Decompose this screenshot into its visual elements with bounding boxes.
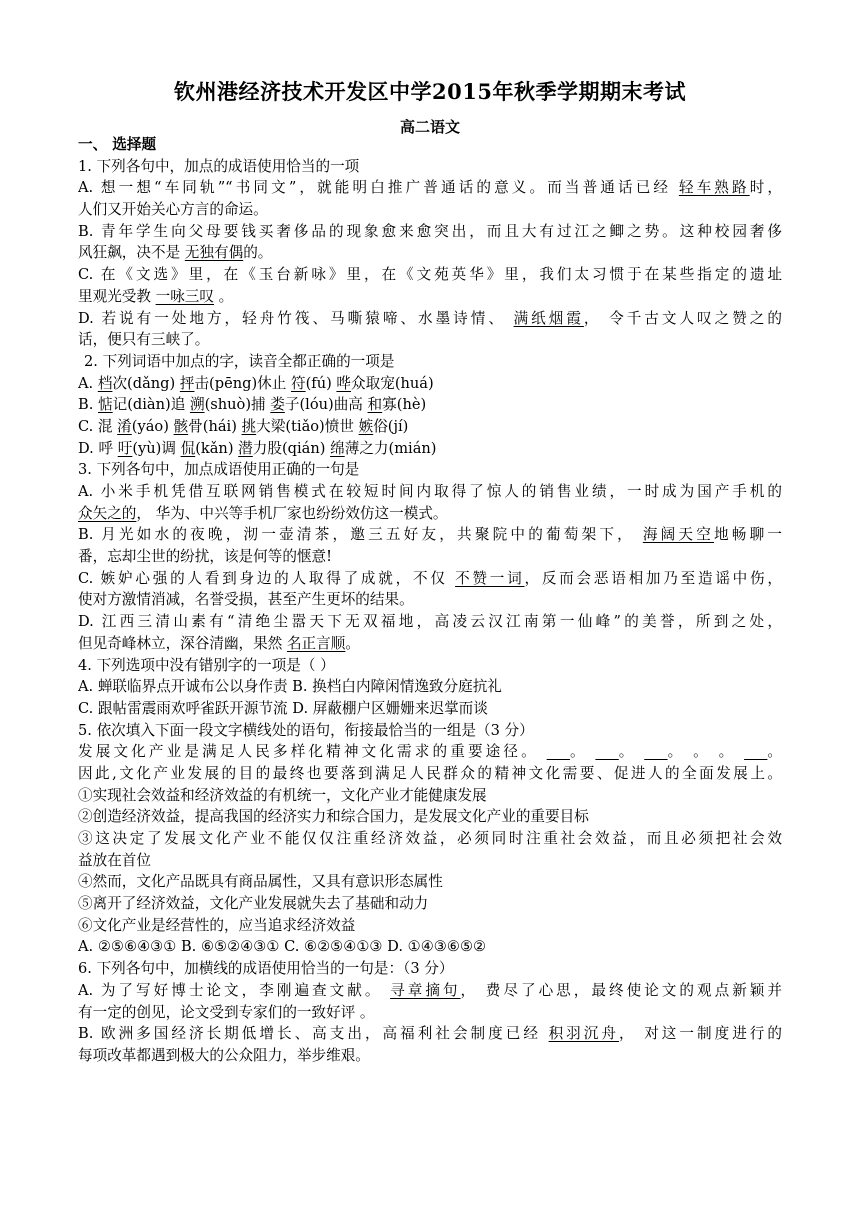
text-line <box>78 1002 782 1024</box>
text-segment: B. 欧洲多国经济长期低增长、高支出，高福利社会制度已经 <box>78 1025 549 1043</box>
text-segment: 风狂飙，决不是 <box>78 244 185 262</box>
text-line <box>78 481 782 503</box>
underlined-phrase: 娄 <box>270 396 285 414</box>
text-line <box>78 958 782 980</box>
exam-title: 钦州港经济技术开发区中学2015年秋季学期期末考试 <box>174 79 686 104</box>
text-segment: 记(diàn)追 <box>112 396 190 414</box>
underlined-phrase: 抨 <box>179 374 195 392</box>
text-segment: 因此,文化产业发展的目的最终也要落到满足人民群众的精神文化需要、促进人的全面发展上。 <box>78 764 782 782</box>
underlined-phrase: 绵 <box>330 439 345 457</box>
text-segment: ， 令千古文人叹之赞之的 <box>583 309 782 327</box>
text-line <box>78 850 782 872</box>
underlined-phrase: 无独有偶 <box>184 244 244 262</box>
text-segment: ②创造经济效益，提高我国的经济实力和综合国力，是发展文化产业的重要目标 <box>78 808 589 826</box>
text-segment: D. 若说有一处地方，轻舟竹筏、马嘶猿啼、水墨诗情、 <box>78 309 514 327</box>
underlined-phrase: 侃 <box>180 439 196 457</box>
text-line <box>78 828 782 850</box>
text-segment: C. 混 <box>78 417 118 435</box>
text-segment: A. 想一想“车同轨”“书同文”，就能明白推广普通话的意义。而当普通话已经 <box>78 179 679 197</box>
underlined-phrase: 档 <box>97 374 113 392</box>
underlined-phrase: 潜 <box>238 439 253 457</box>
text-segment: 地畅聊一 <box>714 526 782 544</box>
text-segment: (fú) <box>305 374 337 392</box>
text-line <box>78 546 782 568</box>
text-segment: 骨(hái) <box>188 417 242 435</box>
text-line <box>78 806 782 828</box>
text-segment: 力股(qián) <box>252 439 331 457</box>
text-line <box>78 980 782 1002</box>
text-line <box>78 459 782 481</box>
text-line <box>78 741 782 763</box>
text-segment: 使对方激情消减，名誉受损，甚至产生更坏的结果。 <box>78 591 414 609</box>
text-segment: ①实现社会效益和经济效益的有机统一，文化产业才能健康发展 <box>78 786 487 804</box>
text-segment: 人们又开始关心方言的命运。 <box>78 201 268 219</box>
text-line <box>78 177 782 199</box>
section-heading: 一、 选择题 <box>78 136 157 153</box>
text-segment: 4. 下列选项中没有错别字的一项是（ ） <box>78 656 335 674</box>
text-line <box>78 763 782 785</box>
text-line <box>78 720 782 742</box>
text-segment: B. 青年学生向父母要钱买奢侈品的现象愈来愈突出，而且大有过江之鲫之势。这种校园奢侈 <box>78 222 782 240</box>
text-line <box>78 915 782 937</box>
text-segment: 。 <box>569 743 596 761</box>
text-line <box>78 199 782 221</box>
text-segment: 。 <box>618 743 645 761</box>
text-segment: C. 在《文选》里，在《玉台新咏》里，在《文苑英华》里，我们太习惯于在某些指定的遗址 <box>78 266 782 284</box>
text-segment: 大梁(tiǎo)愤世 <box>256 417 359 435</box>
text-segment: 击(pēng)休止 <box>194 374 291 392</box>
text-line <box>78 698 782 720</box>
underlined-phrase: 和 <box>367 396 383 414</box>
text-line <box>78 676 782 698</box>
text-segment: ④然而，文化产品既具有商品属性，又具有意识形态属性 <box>78 873 443 891</box>
text-segment: 众取宠(huá) <box>351 374 434 392</box>
text-line <box>78 589 782 611</box>
underlined-phrase: 不赞一词 <box>455 569 525 587</box>
text-segment: 1. 下列各句中，加点的成语使用恰当的一项 <box>78 157 360 175</box>
text-segment: A. 蝉联临界点开诚布公以身作责 B. 换档白内障闲情逸致分庭抗礼 <box>78 678 502 696</box>
text-line <box>78 329 782 351</box>
text-segment: 。 。 。 <box>667 743 745 761</box>
text-line <box>78 416 782 438</box>
text-segment: (yáo) <box>131 417 174 435</box>
text-line <box>78 221 782 243</box>
text-segment: 有一定的创见，论文受到专家们的一致好评 。 <box>78 1003 375 1021</box>
text-segment: 每项改革都遇到极大的公众阻力，举步维艰。 <box>78 1046 370 1064</box>
text-segment: 。 <box>214 287 234 305</box>
text-segment: (shuò)捕 <box>204 396 271 414</box>
underlined-phrase: 溯 <box>189 396 205 414</box>
text-segment: 益放在首位 <box>78 851 151 869</box>
underlined-phrase: 海阔天空 <box>642 526 714 544</box>
text-segment: 里观光受教 <box>78 287 156 305</box>
text-segment: B. <box>78 396 99 414</box>
text-line <box>78 936 782 958</box>
underlined-phrase: 满纸烟霞 <box>513 309 584 327</box>
text-segment: A. 为了写好博士论文，李刚遍查文献。 <box>78 981 391 999</box>
underlined-phrase: 名正言顺 <box>286 634 346 652</box>
text-segment: ， 对这一制度进行的 <box>618 1025 782 1043</box>
text-line <box>78 893 782 915</box>
underlined-phrase <box>547 743 570 760</box>
text-line <box>78 394 782 416</box>
exam-body <box>78 134 782 1067</box>
underlined-phrase: 吁 <box>117 439 133 457</box>
text-segment: A. <box>78 374 98 392</box>
text-segment: 时， <box>749 179 782 197</box>
underlined-phrase: 众矢之的 <box>78 504 137 522</box>
text-segment: ， 费尽了心思，最终使论文的观点新颖并 <box>460 981 782 999</box>
underlined-phrase <box>595 743 618 760</box>
text-line <box>78 373 782 395</box>
text-segment: ⑤离开了经济效益，文化产业发展就失去了基础和动力 <box>78 895 429 913</box>
text-segment: A. ②⑤⑥④③① B. ⑥⑤②④③① C. ⑥②⑤④①③ D. ①④③⑥⑤② <box>78 938 487 956</box>
text-segment: D. 呼 <box>78 439 118 457</box>
underlined-phrase: 符 <box>290 374 306 392</box>
exam-subtitle: 高二语文 <box>399 118 460 136</box>
text-line <box>78 264 782 286</box>
text-segment: 6. 下列各句中，加横线的成语使用恰当的一句是：（3 分） <box>78 960 454 978</box>
text-segment: 俗(jí) <box>373 417 409 435</box>
text-line <box>78 438 782 460</box>
question-lines <box>78 156 782 1067</box>
text-segment: ⑥文化产业是经营性的，应当追求经济效益 <box>78 916 356 934</box>
text-line <box>78 286 782 308</box>
underlined-phrase: 淆 <box>117 417 132 435</box>
text-segment: (kǎn) <box>195 439 239 457</box>
text-segment: 的。 <box>243 244 273 262</box>
text-line <box>78 655 782 677</box>
underlined-phrase: 积羽沉舟 <box>548 1025 619 1043</box>
text-segment: 。 <box>767 743 782 761</box>
text-segment: B. 月光如水的夜晚，沏一壶清茶，邀三五好友，共聚院中的葡萄架下， <box>78 526 643 544</box>
text-segment: 但见奇峰林立，深谷清幽，果然 <box>78 634 287 652</box>
text-line <box>78 633 782 655</box>
text-line <box>78 1045 782 1067</box>
underlined-phrase: 一咏三叹 <box>155 287 214 305</box>
text-line <box>78 156 782 178</box>
text-segment: ，反而会恶语相加乃至造谣中伤， <box>524 569 782 587</box>
text-segment: 子(lóu)曲高 <box>284 396 368 414</box>
text-line <box>78 871 782 893</box>
text-segment: 5. 依次填入下面一段文字横线处的语句，衔接最恰当的一组是（3 分） <box>78 721 534 739</box>
text-segment: 。 <box>345 634 360 652</box>
underlined-phrase: 挑 <box>241 417 257 435</box>
text-line <box>78 785 782 807</box>
underlined-phrase: 哗 <box>336 374 352 392</box>
text-line <box>78 308 782 330</box>
text-line <box>78 611 782 633</box>
text-segment: (yù)调 <box>132 439 181 457</box>
text-segment: ， 华为、中兴等手机厂家也纷纷效仿这一模式。 <box>136 504 448 522</box>
text-segment: C. 跟帖雷震雨欢呼雀跃开源节流 D. 屏蔽棚户区姗姗来迟掌而谈 <box>78 699 488 717</box>
text-line <box>78 524 782 546</box>
underlined-phrase <box>644 743 667 760</box>
text-line <box>78 351 782 373</box>
text-line <box>78 503 782 525</box>
text-segment: 次(dǎng) <box>112 374 180 392</box>
underlined-phrase: 寻章摘句 <box>390 981 461 999</box>
text-line <box>78 1023 782 1045</box>
text-segment: ③这决定了发展文化产业不能仅仅注重经济效益，必须同时注重社会效益，而且必须把社会效 <box>78 830 782 847</box>
underlined-phrase: 骸 <box>173 417 189 435</box>
text-segment: 番，忘却尘世的纷扰，该是何等的惬意! <box>78 548 332 566</box>
underlined-phrase: 轻车熟路 <box>678 179 750 197</box>
underlined-phrase: 嫉 <box>358 417 374 435</box>
text-segment: A. 小米手机凭借互联网销售模式在较短时间内取得了惊人的销售业绩，一时成为国产手机的 <box>78 483 782 500</box>
text-line <box>78 242 782 264</box>
text-segment: 3. 下列各句中，加点成语使用正确的一句是 <box>78 461 360 479</box>
text-segment: 薄之力(mián) <box>344 439 437 457</box>
text-segment: 话，便只有三峡了。 <box>78 331 210 349</box>
underlined-phrase: 惦 <box>98 396 113 414</box>
underlined-phrase <box>744 743 767 760</box>
text-segment: 2. 下列词语中加点的字，读音全都正确的一项是 <box>84 352 395 370</box>
text-line <box>78 568 782 590</box>
text-segment: D. 江西三清山素有“清绝尘嚣天下无双福地，高凌云汉江南第一仙峰”的美誉，所到之处， <box>78 613 782 631</box>
text-segment: 发展文化产业是满足人民多样化精神文化需求的重要途径。 <box>78 743 547 761</box>
text-segment: C. 嫉妒心强的人看到身边的人取得了成就，不仅 <box>78 569 456 587</box>
text-segment: 寡(hè) <box>382 396 427 414</box>
